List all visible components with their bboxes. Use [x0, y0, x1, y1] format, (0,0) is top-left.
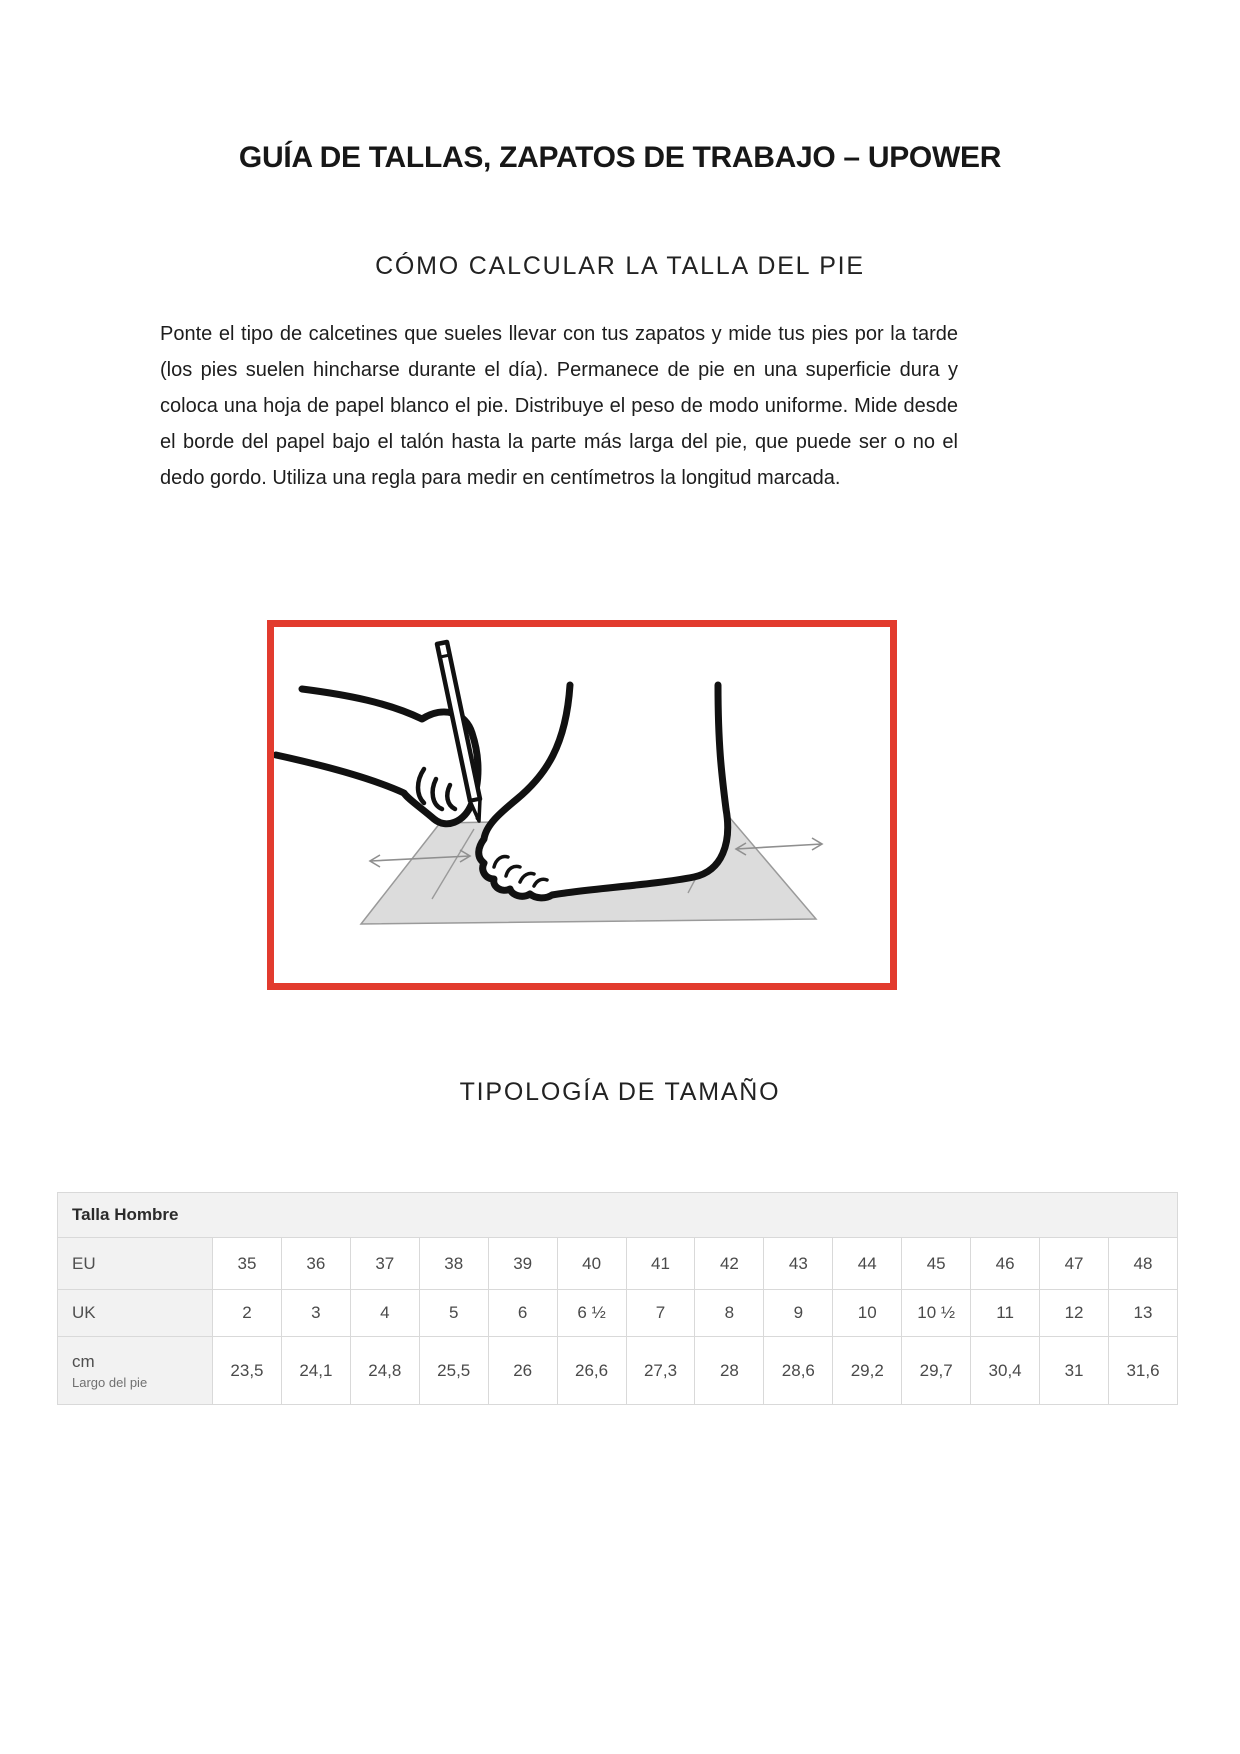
size-cell: 3 — [281, 1290, 350, 1337]
size-cell: 43 — [764, 1238, 833, 1290]
size-cell: 31,6 — [1108, 1337, 1177, 1405]
size-cell: 10 ½ — [902, 1290, 971, 1337]
size-cell: 26 — [488, 1337, 557, 1405]
arm-bottom-line — [276, 755, 404, 793]
measuring-instructions-paragraph: Ponte el tipo de calcetines que sueles llevar con tus zapatos y mide tus pies por la tarde (los pies suelen hincharse durante el día). Permanece de pie en una superficie dura y coloca una hoja de papel blanco el pie. Distribuye el peso de modo uniforme. Mide desde el borde del papel bajo el talón hasta la parte más larga del pie, que puede ser o no el dedo gordo. Utiliza una regla para medir en centímetros la longitud marcada. — [160, 323, 958, 489]
size-cell: 28 — [695, 1337, 764, 1405]
size-cell: 29,7 — [902, 1337, 971, 1405]
size-cell: 9 — [764, 1290, 833, 1337]
size-cell: 40 — [557, 1238, 626, 1290]
size-cell: 35 — [213, 1238, 282, 1290]
size-table-container — [57, 1192, 1178, 1405]
size-cell: 42 — [695, 1238, 764, 1290]
size-cell: 24,1 — [281, 1337, 350, 1405]
table-title: Talla Hombre — [58, 1193, 1178, 1238]
size-cell: 24,8 — [350, 1337, 419, 1405]
size-cell: 8 — [695, 1290, 764, 1337]
size-cell: 38 — [419, 1238, 488, 1290]
hand-with-pencil — [276, 642, 481, 824]
size-cell: 30,4 — [971, 1337, 1040, 1405]
section-heading-size-typology: TIPOLOGÍA DE TAMAÑO — [459, 1078, 781, 1106]
size-cell: 6 — [488, 1290, 557, 1337]
size-cell: 31 — [1040, 1337, 1109, 1405]
size-cell: 47 — [1040, 1238, 1109, 1290]
size-cell: 11 — [971, 1290, 1040, 1337]
size-cell: 29,2 — [833, 1337, 902, 1405]
page-title: GUÍA DE TALLAS, ZAPATOS DE TRABAJO – UPOWER — [238, 141, 1002, 174]
size-cell: 2 — [213, 1290, 282, 1337]
size-cell: 48 — [1108, 1238, 1177, 1290]
size-cell: 5 — [419, 1290, 488, 1337]
row-label: cm Largo del pie — [58, 1337, 213, 1405]
size-row-cm — [58, 1337, 1178, 1405]
size-cell: 25,5 — [419, 1337, 488, 1405]
row-label: UK — [58, 1290, 213, 1337]
size-cell: 41 — [626, 1238, 695, 1290]
size-cell: 23,5 — [213, 1337, 282, 1405]
size-row-eu — [58, 1238, 1178, 1290]
row-label: EU — [58, 1238, 213, 1290]
size-table-body — [58, 1193, 1178, 1405]
foot-measurement-illustration — [274, 627, 890, 983]
size-cell: 4 — [350, 1290, 419, 1337]
size-cell: 7 — [626, 1290, 695, 1337]
size-cell: 37 — [350, 1238, 419, 1290]
measurement-figure — [267, 620, 897, 990]
section-heading-how-to-measure: CÓMO CALCULAR LA TALLA DEL PIE — [375, 252, 865, 280]
table-header-row — [58, 1193, 1178, 1238]
row-sublabel: Largo del pie — [72, 1374, 148, 1390]
pencil-point — [476, 816, 481, 821]
size-row-uk — [58, 1290, 1178, 1337]
size-cell: 36 — [281, 1238, 350, 1290]
size-cell: 28,6 — [764, 1337, 833, 1405]
size-cell: 39 — [488, 1238, 557, 1290]
size-cell: 27,3 — [626, 1337, 695, 1405]
size-table — [57, 1192, 1178, 1405]
size-cell: 46 — [971, 1238, 1040, 1290]
size-cell: 6 ½ — [557, 1290, 626, 1337]
pencil-band — [440, 655, 450, 657]
arm-top-line — [302, 689, 422, 719]
size-cell: 45 — [902, 1238, 971, 1290]
size-cell: 26,6 — [557, 1337, 626, 1405]
size-cell: 13 — [1108, 1290, 1177, 1337]
size-cell: 10 — [833, 1290, 902, 1337]
size-cell: 12 — [1040, 1290, 1109, 1337]
size-cell: 44 — [833, 1238, 902, 1290]
